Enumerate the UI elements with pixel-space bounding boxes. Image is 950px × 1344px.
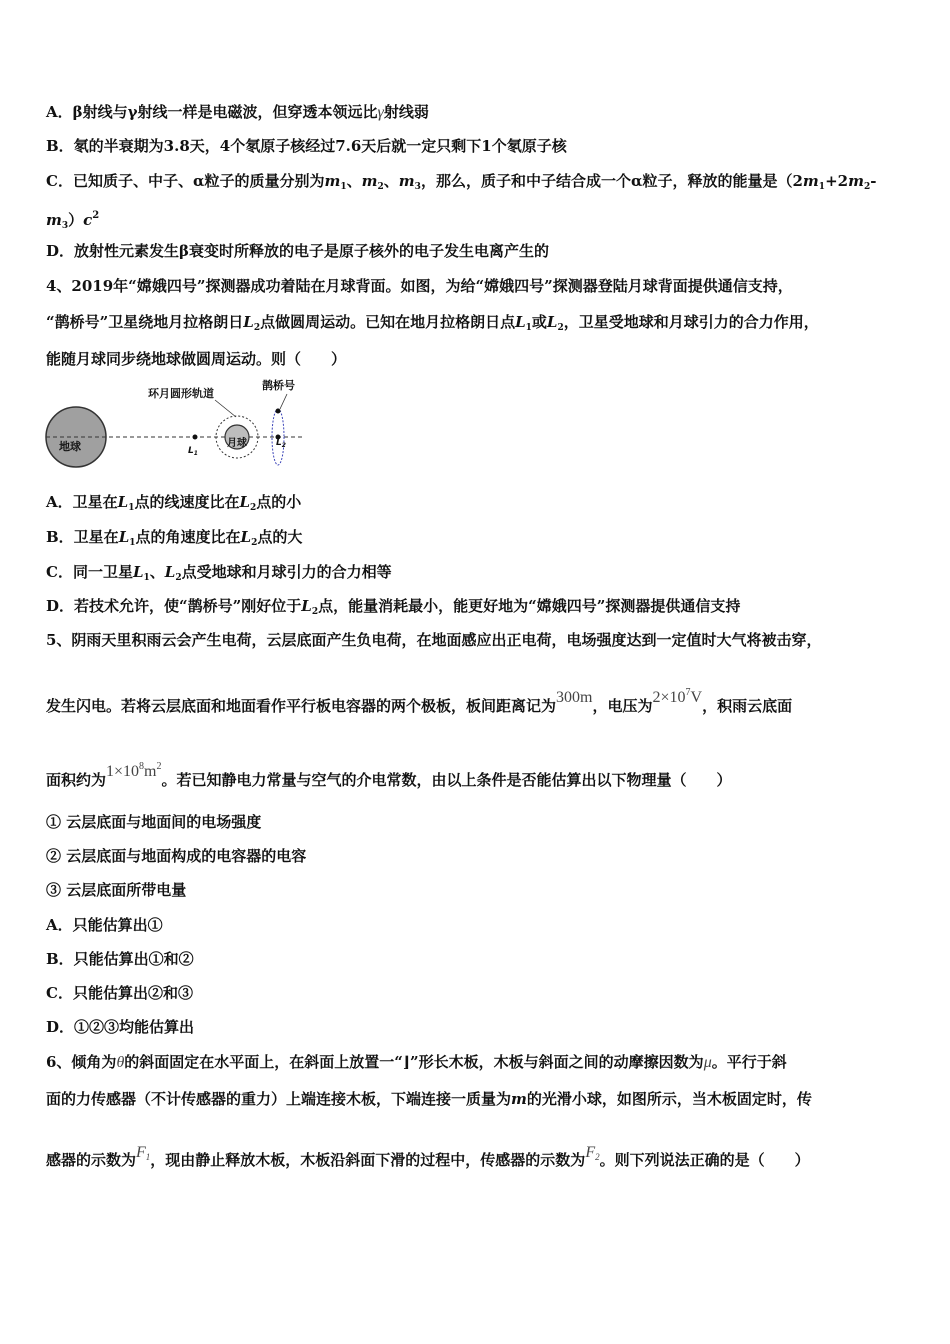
force-f1 (136, 1144, 150, 1161)
mu-symbol: μ (703, 1054, 712, 1071)
superscript: 2 (156, 761, 162, 772)
sat-pointer (280, 394, 287, 409)
q5-text: 。若已知静电力常量与空气的介电常数，由以上条件是否能估算出以下物理量（ ） (161, 771, 732, 789)
gamma-symbol: γ (377, 104, 384, 121)
q3-option-a-end: 射线弱 (383, 103, 429, 121)
q3-option-d: D．放射性元素发生β衰变时所释放的电子是原子核外的电子发生电离产生的 (46, 242, 549, 260)
q3-option-a-text: A．β射线与γ射线一样是电磁波，但穿透本领远比 (46, 103, 378, 121)
earth-label: 地球 (59, 440, 81, 453)
q4-text: 点的大 (257, 528, 303, 546)
subscript: 2 (595, 1152, 600, 1162)
q6-text: 。平行于斜 (711, 1053, 787, 1071)
subscript: 1 (143, 573, 150, 583)
subscript: 2 (253, 323, 261, 333)
q3-option-c-text: ） (68, 211, 84, 229)
sat-label: 鹊桥号 (262, 379, 295, 392)
subscript: 2 (311, 607, 319, 617)
q3-option-c-text: C．已知质子、中子、α粒子的质量分别为 (46, 172, 325, 190)
orbit-pointer (215, 400, 236, 417)
orbit-label: 环月圆形轨道 (148, 387, 214, 400)
subscript: 2 (863, 182, 871, 192)
point-symbol: L (243, 313, 254, 331)
q6-text: 。则下列说法正确的是（ ） (599, 1151, 810, 1169)
q5-text: ，电压为 (592, 697, 653, 715)
q6-text: 的光滑小球，如图所示，当木板固定时，传 (526, 1090, 812, 1108)
q6-stem-line2 (46, 1089, 812, 1109)
q3-option-c-text: +2 (825, 172, 849, 190)
q5-item-3: ③ 云层底面所带电量 (46, 881, 187, 899)
q3-option-c-cont (46, 206, 99, 236)
l2-label-subscript: 2 (281, 442, 286, 449)
mass-symbol: m (511, 1090, 527, 1108)
q5-item-2: ② 云层底面与地面构成的电容器的电容 (46, 847, 307, 865)
q6-text: 的斜面固定在水平面上，在斜面上放置一“ (124, 1053, 403, 1071)
point-symbol: L (117, 493, 129, 511)
board-shape-symbol: ⌋ (402, 1053, 411, 1071)
q6-stem-line1 (46, 1052, 787, 1073)
q5-text: ，积雨云底面 (702, 697, 793, 715)
force-symbol: F (585, 1144, 596, 1161)
q4-text: 、 (149, 563, 165, 581)
voltage-value (652, 689, 702, 706)
queqiao-satellite (276, 409, 281, 414)
q4-text: A．卫星在 (46, 493, 118, 511)
q4-text: 点做圆周运动。已知在地月拉格朗日点 (260, 313, 516, 331)
q4-text: 点的线速度比在 (134, 493, 240, 511)
q6-stem-line3 (46, 1144, 810, 1175)
q4-option-d (46, 596, 740, 622)
q4-option-c (46, 562, 392, 588)
point-symbol: L (118, 528, 130, 546)
superscript: 2 (92, 210, 100, 221)
distance-value: 300m (556, 689, 593, 706)
subscript: 1 (129, 538, 136, 548)
q4-stem-line1: 4、2019年“嫦娥四号”探测器成功着陆在月球背面。如图，为给“嫦娥四号”探测器登陆月球背面提供通信支持， (46, 277, 793, 295)
subscript: 2 (377, 182, 384, 192)
subscript: 1 (145, 1152, 151, 1162)
l1-point (193, 435, 198, 440)
subscript: 3 (414, 182, 421, 192)
point-symbol: L (240, 528, 252, 546)
q6-text: 面的力传感器（不计传感器的重力）上端连接木板，下端连接一质量为 (46, 1090, 512, 1108)
area-unit: m (144, 763, 157, 780)
q5-option-a: A．只能估算出① (46, 916, 163, 934)
voltage-unit: V (690, 689, 703, 706)
q4-text: 点的角速度比在 (135, 528, 241, 546)
theta-symbol: θ (116, 1054, 125, 1071)
q4-text: “鹊桥号”卫星绕地月拉格朗日 (46, 313, 244, 331)
mass-symbol: m (802, 172, 819, 190)
area-value (106, 763, 161, 780)
l1-label: $L_1$ (188, 446, 198, 457)
subscript: 1 (818, 182, 826, 192)
q4-text: C．同一卫星 (46, 563, 133, 581)
q4-text: 点的小 (256, 493, 302, 511)
moon-label: 月球 (227, 438, 247, 449)
voltage-mantissa: 2×10 (652, 689, 686, 706)
earth-moon-diagram (40, 376, 310, 476)
point-symbol: L (515, 313, 526, 331)
force-symbol: F (136, 1144, 146, 1161)
subscript: 3 (61, 221, 69, 231)
subscript: 2 (250, 503, 257, 513)
q6-text: ”形长木板，木板与斜面之间的动摩擦因数为 (410, 1053, 704, 1071)
q5-stem-line2 (46, 687, 793, 717)
point-symbol: L (239, 493, 251, 511)
force-f2 (585, 1144, 599, 1161)
q4-text: 点受地球和月球引力的合力相等 (181, 563, 392, 581)
q5-item-1: ① 云层底面与地面间的电场强度 (46, 813, 262, 831)
point-symbol: L (132, 563, 144, 581)
q4-stem-line2 (46, 312, 819, 338)
q4-option-a (46, 492, 301, 518)
superscript: 7 (685, 687, 691, 698)
q4-text: 或 (531, 313, 547, 331)
subscript: 2 (251, 538, 258, 548)
subscript: 2 (175, 573, 182, 583)
q5-text: 发生闪电。若将云层底面和地面看作平行板电容器的两个极板，板间距离记为 (46, 697, 557, 715)
q3-option-c (46, 171, 876, 197)
q6-text: 6、倾角为 (46, 1053, 117, 1071)
q6-text: ，现由静止释放木板，木板沿斜面下滑的过程中，传感器的示数为 (150, 1151, 586, 1169)
q4-text: D．若技术允许，使“鹊桥号”刚好位于 (46, 597, 302, 615)
subscript: 1 (525, 323, 532, 333)
q4-text: ，卫星受地球和月球引力的合力作用， (563, 313, 819, 331)
superscript: 8 (139, 761, 145, 772)
separator: 、 (383, 172, 399, 190)
mass-symbol: m (324, 172, 341, 190)
q5-stem-line1: 5、阴雨天里积雨云会产生电荷，云层底面产生负电荷，在地面感应出正电荷，电场强度达到一定值时大气将被击穿， (46, 631, 822, 649)
mass-symbol: m (46, 211, 62, 229)
q5-stem-line3 (46, 761, 732, 791)
point-symbol: L (546, 313, 558, 331)
q3-option-c-text: - (870, 172, 877, 190)
q3-option-c-text: ，那么，质子和中子结合成一个α粒子，释放的能量是（2 (420, 172, 803, 190)
q3-option-b: B．氡的半衰期为3.8天，4个氡原子核经过7.6天后就一定只剩下1个氡原子核 (46, 137, 567, 155)
q5-option-b: B．只能估算出①和② (46, 950, 194, 968)
q4-option-b (46, 527, 302, 553)
q6-text: 感器的示数为 (46, 1151, 137, 1169)
point-symbol: L (164, 563, 176, 581)
l1-label-subscript: 1 (193, 450, 198, 457)
q5-option-d: D．①②③均能估算出 (46, 1018, 195, 1036)
mass-symbol: m (848, 172, 864, 190)
q4-stem-line3: 能随月球同步绕地球做圆周运动。则（ ） (46, 350, 347, 368)
subscript: 1 (340, 182, 347, 192)
separator: 、 (346, 172, 362, 190)
light-speed-symbol: c (83, 211, 93, 229)
subscript: 1 (128, 503, 135, 513)
q5-option-c: C．只能估算出②和③ (46, 984, 193, 1002)
mass-symbol: m (361, 172, 378, 190)
q4-text: B．卫星在 (46, 528, 119, 546)
point-symbol: L (301, 597, 312, 615)
subscript: 2 (557, 323, 564, 333)
mass-symbol: m (398, 172, 415, 190)
q3-option-a (46, 102, 429, 123)
l2-label: $L_2$ (276, 438, 286, 449)
area-mantissa: 1×10 (106, 763, 140, 780)
q4-text: 点，能量消耗最小，能更好地为“嫦娥四号”探测器提供通信支持 (318, 597, 741, 615)
q5-text: 面积约为 (46, 771, 107, 789)
